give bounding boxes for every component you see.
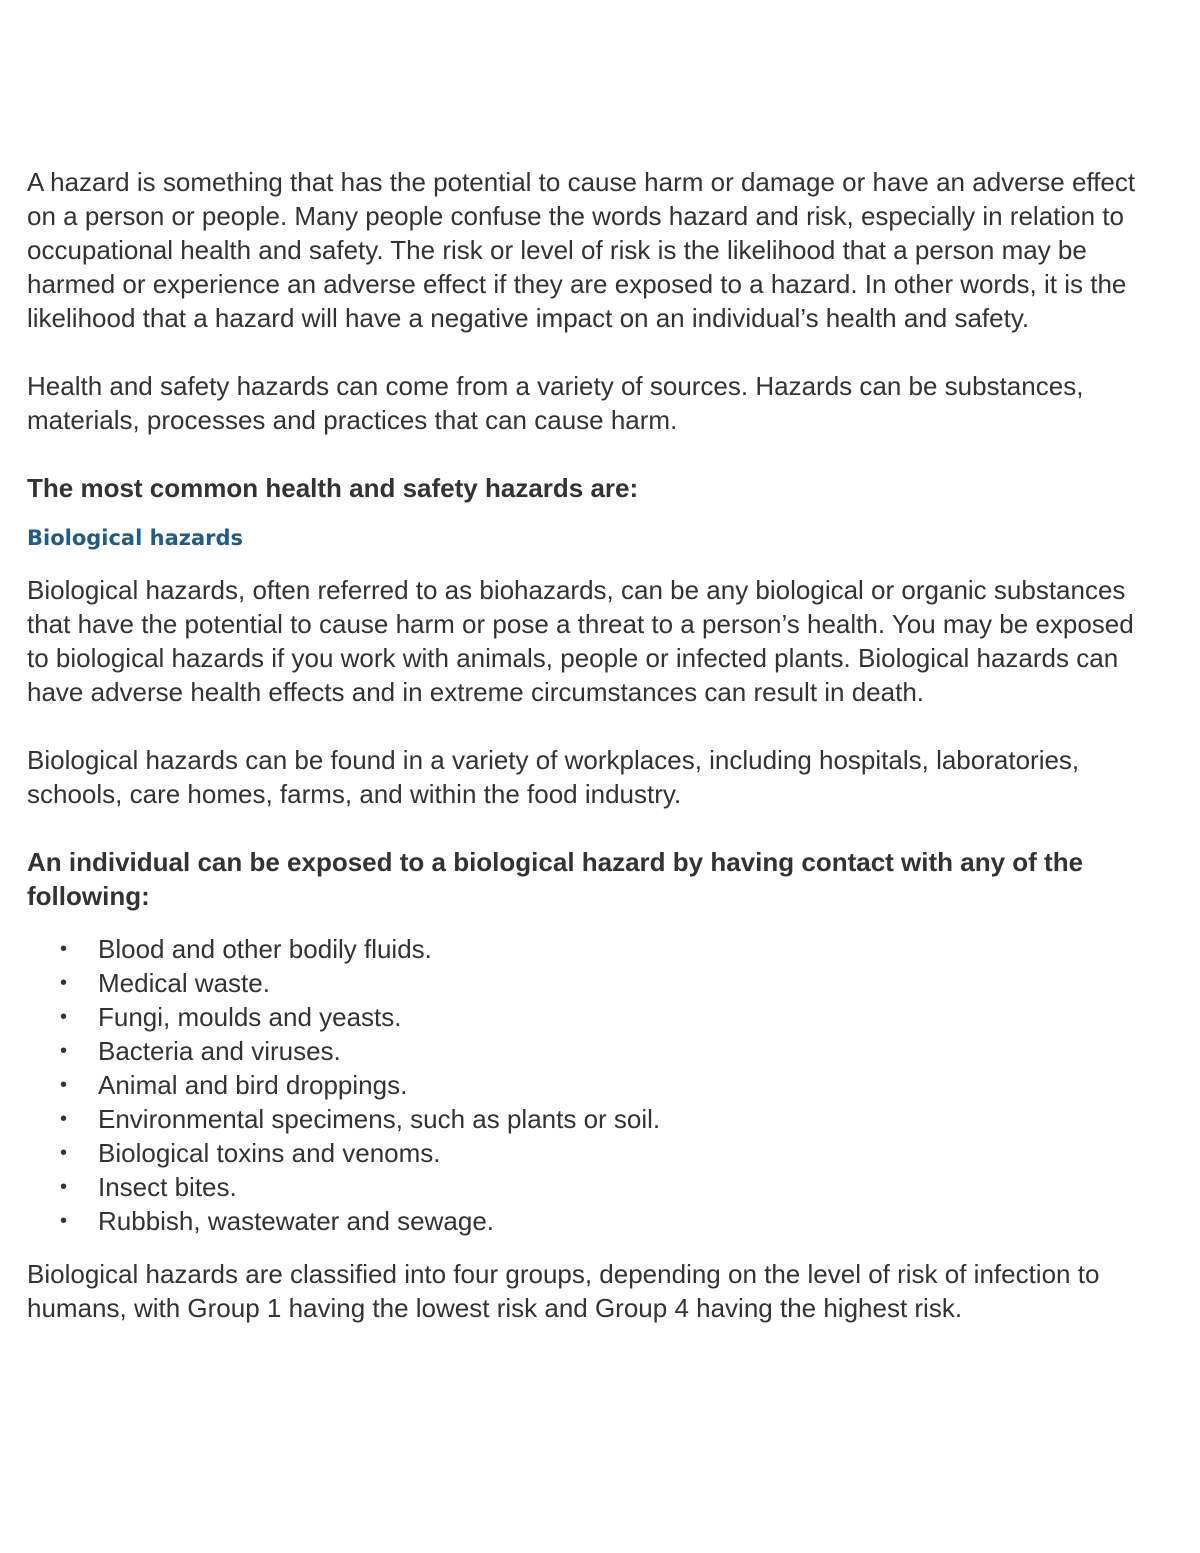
document-content [27, 165, 1157, 1325]
biological-definition-paragraph: Biological hazards, often referred to as biohazards, can be any biological or organic substances that have the potential to cause harm or pose a threat to a person’s health. You may be exposed to biological hazards if you work with animals, people or infected plants. Biological hazards can have adverse health effects and in extreme circumstances can result in death. [27, 575, 1134, 707]
list-item-text: Medical waste. [98, 968, 270, 998]
biological-workplaces-paragraph: Biological hazards can be found in a variety of workplaces, including hospitals, laboratories, schools, care homes, farms, and within the food industry. [27, 745, 1080, 809]
list-item [27, 966, 1157, 1000]
intro-paragraph: A hazard is something that has the potential to cause harm or damage or have an adverse effect on a person or people. Many people confuse the words hazard and risk, especially in relation to occupational health and safety. The risk or level of risk is the likelihood that a person may be harmed or experience an adverse effect if they are exposed to a hazard. In other words, it is the likelihood that a hazard will have a negative impact on an individual’s health and safety. [27, 167, 1136, 333]
list-item-text: Animal and bird droppings. [98, 1070, 408, 1100]
sources-paragraph: Health and safety hazards can come from a variety of sources. Hazards can be substances, materials, processes and practices that can cause harm. [27, 371, 1084, 435]
list-item-text: Fungi, moulds and yeasts. [98, 1002, 402, 1032]
exposure-list [27, 932, 1157, 1238]
list-item [27, 1068, 1157, 1102]
list-item [27, 1034, 1157, 1068]
list-item [27, 1170, 1157, 1204]
list-item-text: Insect bites. [98, 1172, 237, 1202]
bullet-icon: • [60, 1040, 68, 1062]
bullet-icon: • [60, 1006, 68, 1028]
bullet-icon: • [60, 938, 68, 960]
list-item-text: Biological toxins and venoms. [98, 1138, 441, 1168]
list-item [27, 1204, 1157, 1238]
bullet-icon: • [60, 1074, 68, 1096]
list-item [27, 1136, 1157, 1170]
list-item-text: Bacteria and viruses. [98, 1036, 341, 1066]
list-item-text: Rubbish, wastewater and sewage. [98, 1206, 495, 1236]
exposure-heading: An individual can be exposed to a biological hazard by having contact with any of the following: [27, 847, 1084, 911]
biological-hazards-title: Biological hazards [27, 526, 244, 550]
list-item [27, 1000, 1157, 1034]
bullet-icon: • [60, 1176, 68, 1198]
bullet-icon: • [60, 1210, 68, 1232]
list-item [27, 1102, 1157, 1136]
classification-paragraph: Biological hazards are classified into four groups, depending on the level of risk of infection to humans, with Group 1 having the lowest risk and Group 4 having the highest risk. [27, 1259, 1100, 1323]
list-item-text: Environmental specimens, such as plants or soil. [98, 1104, 661, 1134]
list-item [27, 932, 1157, 966]
bullet-icon: • [60, 1142, 68, 1164]
bullet-icon: • [60, 972, 68, 994]
list-item-text: Blood and other bodily fluids. [98, 934, 432, 964]
bullet-icon: • [60, 1108, 68, 1130]
common-hazards-heading: The most common health and safety hazards are: [27, 473, 639, 503]
